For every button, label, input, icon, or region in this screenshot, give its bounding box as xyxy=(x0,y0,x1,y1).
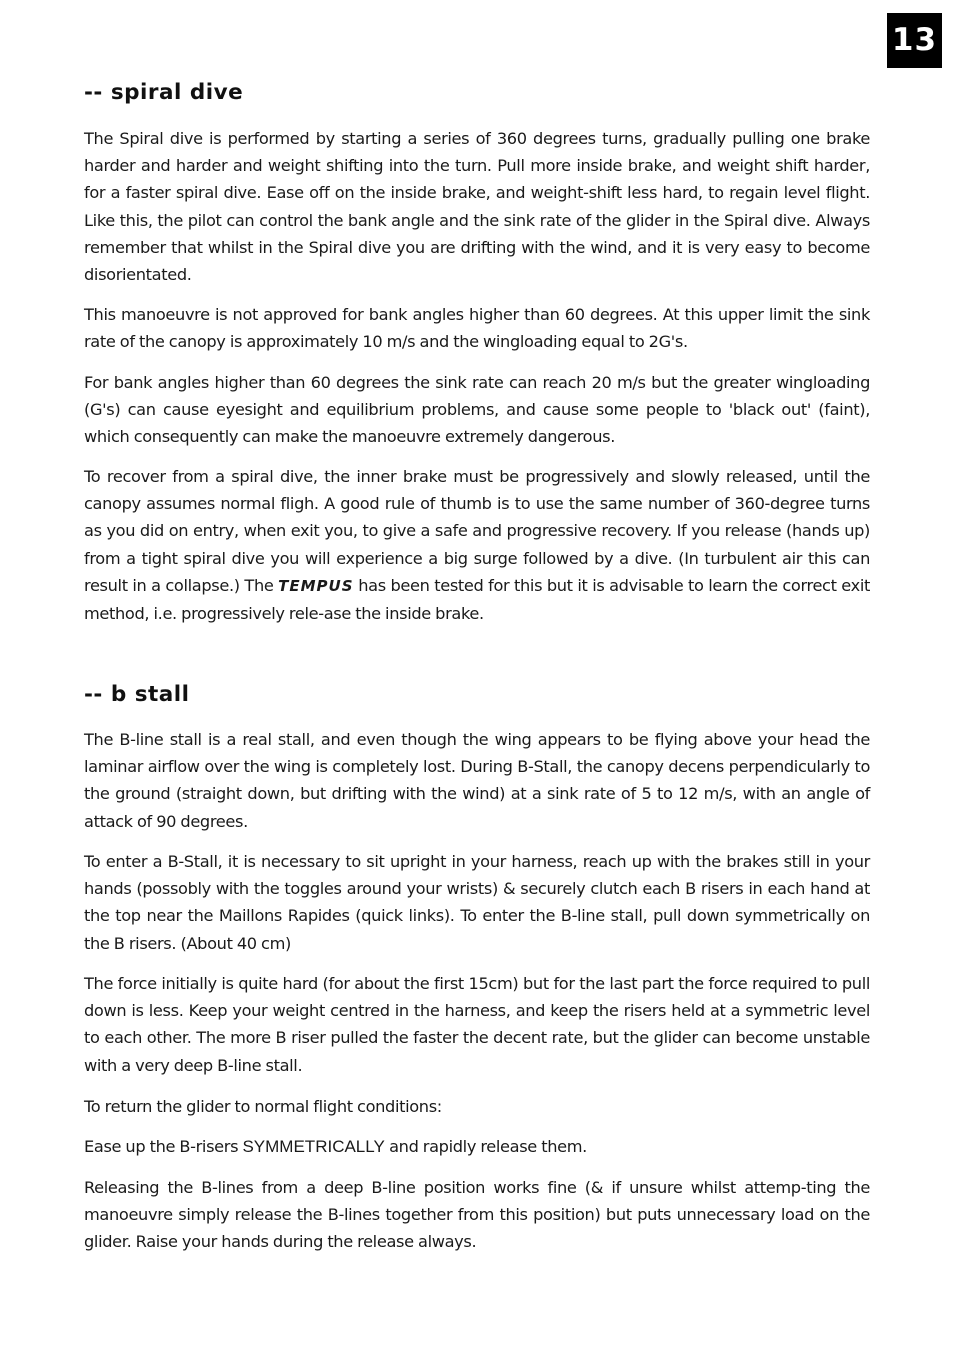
symmetrically-emphasis: SYMMETRICALLY xyxy=(242,1137,385,1156)
b-stall-heading: -- b stall xyxy=(84,682,190,707)
b-stall-paragraph-4: To return the glider to normal flight conditions: xyxy=(84,1097,442,1116)
spiral-dive-paragraph-2: This manoeuvre is not approved for bank angles higher than 60 degrees. At this upper limit the sink rate of the canopy is approximately 10 m/s and the wingloading equal to 2G's. xyxy=(84,305,870,352)
b-stall-paragraph-3: The force initially is quite hard (for about the first 15cm) but for the last part the force required to pull down is less. Keep your weight centred in the harness, and keep the risers held at a symmetric level to each other. The more B riser pulled the faster the decent rate, but the glider can become unstable with a very deep B-line stall. xyxy=(84,974,870,1075)
spiral-dive-paragraph-3: For bank angles higher than 60 degrees the sink rate can reach 20 m/s but the greater wingloading (G's) can cause eyesight and equilibrium problems, and cause some people to 'black out' (faint), which consequently can make the manoeuvre extremely dangerous. xyxy=(84,373,870,447)
b-stall-paragraph-5 xyxy=(84,1133,870,1160)
b-stall-paragraph-1: The B-line stall is a real stall, and even though the wing appears to be flying above your head the laminar airflow over the wing is completely lost. During B-Stall, the canopy decens perpendicularly to the ground (straight down, but drifting with the wind) at a sink rate of 5 to 12 m/s, with an angle of attack of 90 degrees. xyxy=(84,730,870,831)
spiral-dive-heading: -- spiral dive xyxy=(84,80,244,105)
b-stall-paragraph-5-end: and rapidly release them. xyxy=(384,1137,587,1156)
spiral-dive-paragraph-4-end: has been tested for this but it is advisable to learn the correct exit method, i.e. progressively rele-ase the inside brake. xyxy=(84,575,870,624)
tempus-brand-name: TEMPUS xyxy=(278,576,354,595)
spiral-dive-paragraph-4-start: To recover from a spiral dive, the inner brake must be progressively and slowly released, until the canopy assumes normal fligh. A good rule of thumb is to use the same number of 360-degree turns as you did on entry, when exit you, to give a safe and progressive recovery. If you release (hands up) from a tight spiral dive you will experience a big surge followed by a dive. (In turbulent air this can result in a collapse.) The xyxy=(84,467,870,595)
page-number: 13 xyxy=(887,13,942,68)
b-stall-paragraph-5-start: Ease up the B-risers xyxy=(84,1137,243,1156)
spiral-dive-paragraph-4 xyxy=(84,463,870,627)
spiral-dive-paragraph-1: The Spiral dive is performed by starting a series of 360 degrees turns, gradually pulling one brake harder and harder and weight shifting into the turn. Pull more inside brake, and weight shift harder, for a faster spiral dive. Ease off on the inside brake, and weight-shift less hard, to regain level flight. Like this, the pilot can control the bank angle and the sink rate of the glider in the Spiral dive. Always remember that whilst in the Spiral dive you are drifting with the wind, and it is very easy to become disorientated. xyxy=(84,129,870,285)
b-stall-paragraph-6: Releasing the B-lines from a deep B-line position works fine (& if unsure whilst attemp-ting the manoeuvre simply release the B-lines together from this position) but puts unnecessary load on the glider. Raise your hands during the release always. xyxy=(84,1178,870,1252)
b-stall-paragraph-2: To enter a B-Stall, it is necessary to sit upright in your harness, reach up with the brakes still in your hands (possobly with the toggles around your wrists) & securely clutch each B risers in each hand at the top near the Maillons Rapides (quick links). To enter the B-line stall, pull down symmetrically on the B risers. (About 40 cm) xyxy=(84,852,870,953)
